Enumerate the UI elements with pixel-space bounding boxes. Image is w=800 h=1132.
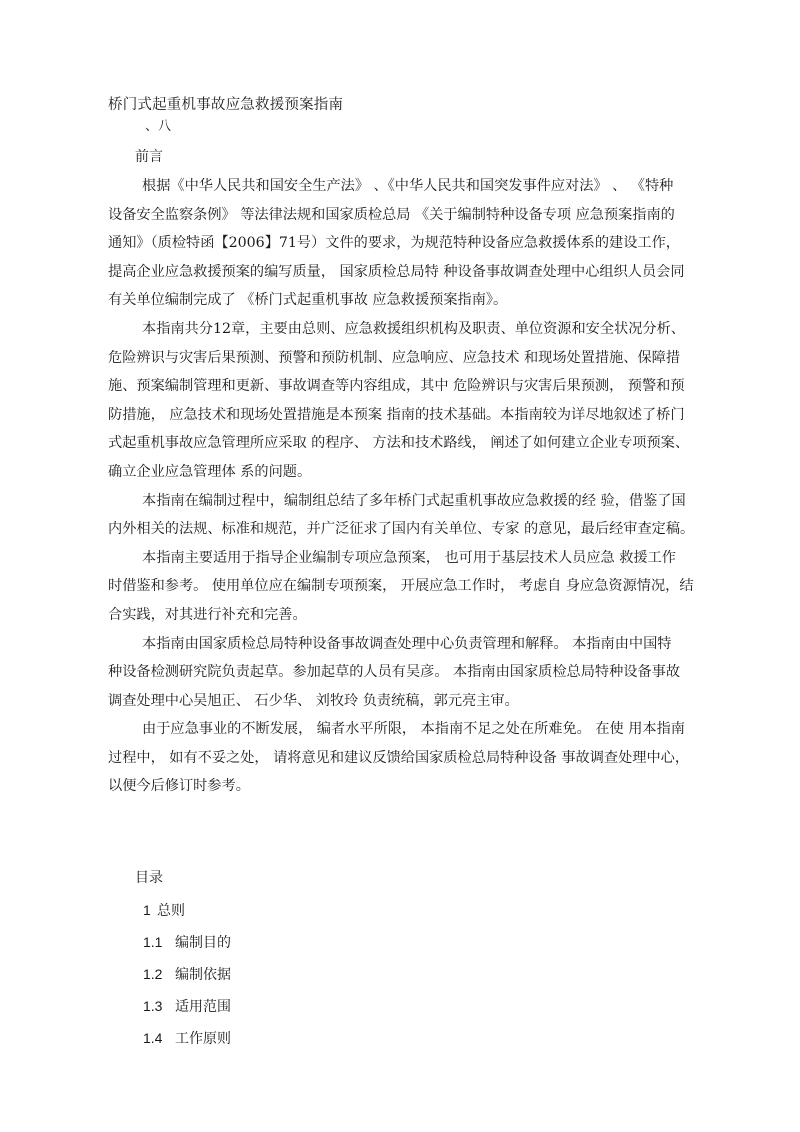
paragraph-line: 确立企业应急管理体 系的问题。 — [108, 463, 312, 480]
toc-entry[interactable] — [135, 1022, 231, 1054]
toc-entry[interactable] — [135, 958, 231, 990]
paragraph-line: 内外相关的法规、标准和规范，并广泛征求了国内有关单位、专家 的意见，最后经审查定稿。 — [108, 521, 695, 538]
toc-entry-number: 1.1 — [143, 934, 163, 950]
toc-entry-number: 1.3 — [143, 998, 163, 1014]
toc-entry[interactable] — [135, 894, 231, 926]
paragraph-line: 危险辨识与灾害后果预测、预警和预防机制、应急响应、应急技术 和现场处置措施、保障措 — [108, 349, 681, 366]
toc-entry[interactable] — [135, 990, 231, 1022]
paragraph-line: 本指南由国家质检总局特种设备事故调查处理中心负责管理和解释。 本指南由中国特 — [142, 635, 672, 652]
toc-entry[interactable] — [135, 926, 231, 958]
toc-entry-label: 编制目的 — [175, 935, 231, 951]
paragraph-line: 根据《中华人民共和国安全生产法》 、《中华人民共和国突发事件应对法》 、 《特种 — [142, 178, 674, 194]
paragraph — [108, 630, 728, 716]
toc-entry-label: 总则 — [157, 903, 185, 919]
paragraph-line: 时借鉴和参考。 使用单位应在编制专项预案， 开展应急工作时， 考虑自 身应急资源情况，结 — [108, 578, 694, 595]
table-of-contents — [135, 862, 231, 1054]
paragraph — [108, 544, 728, 630]
foreword-heading: 前言 — [135, 149, 163, 165]
paragraph-line: 由于应急事业的不断发展， 编者水平所限， 本指南不足之处在所难免。 在使 用本指南 — [142, 721, 685, 738]
toc-entry-number: 1 — [143, 902, 151, 918]
paragraph — [108, 487, 728, 544]
document-title: 桥门式起重机事故应急救援预案指南 — [108, 97, 344, 113]
toc-entry-label: 编制依据 — [175, 967, 231, 983]
toc-entry-label: 工作原则 — [175, 1031, 231, 1047]
paragraph-line: 本指南在编制过程中，编制组总结了多年桥门式起重机事故应急救援的经 验，借鉴了国 — [142, 492, 686, 509]
paragraph-line: 本指南主要适用于指导企业编制专项应急预案， 也可用于基层技术人员应急 救援工作 — [142, 549, 676, 566]
paragraph-line: 式起重机事故应急管理所应采取 的程序、 方法和技术路线， 阐述了如何建立企业专项预案、 — [108, 435, 690, 452]
toc-entry-number: 1.2 — [143, 966, 163, 982]
paragraph-line: 有关单位编制完成了 《桥门式起重机事故 应急救援预案指南》。 — [108, 292, 508, 309]
stray-characters: 、八 — [145, 119, 172, 134]
paragraph-line: 种设备检测研究院负责起草。参加起草的人员有吴彦。 本指南由国家质检总局特种设备事故 — [108, 664, 681, 681]
foreword-body — [108, 172, 728, 801]
paragraph-line: 通知》（质检特函【2006】71号）文件的要求，为规范特种设备应急救援体系的建设工作， — [108, 235, 680, 252]
paragraph-line: 提高企业应急救援预案的编写质量， 国家质检总局特 种设备事故调查处理中心组织人员会同 — [108, 263, 685, 280]
paragraph-line: 施、预案编制管理和更新、事故调查等内容组成，其中 危险辨识与灾害后果预测， 预警和预 — [108, 378, 685, 395]
paragraph-line: 以便今后修订时参考。 — [108, 778, 250, 795]
paragraph — [108, 315, 728, 487]
toc-entry-label: 适用范围 — [175, 999, 231, 1015]
paragraph-line: 调查处理中心吴旭正、 石少华、 刘牧玲 负责统稿，郭元亮主审。 — [108, 692, 519, 709]
paragraph — [108, 172, 728, 315]
paragraph — [108, 715, 728, 801]
paragraph-line: 本指南共分12章，主要由总则、应急救援组织机构及职责、单位资源和安全状况分析、 — [142, 320, 685, 337]
paragraph-line: 过程中， 如有不妥之处， 请将意见和建议反馈给国家质检总局特种设备 事故调查处理中心， — [108, 749, 690, 766]
toc-heading: 目录 — [135, 870, 163, 886]
paragraph-line: 防措施， 应急技术和现场处置措施是本预案 指南的技术基础。本指南较为详尽地叙述了桥门 — [108, 406, 685, 423]
toc-entry-number: 1.4 — [143, 1030, 163, 1046]
paragraph-line: 合实践，对其进行补充和完善。 — [108, 606, 307, 623]
paragraph-line: 设备安全监察条例》 等法律法规和国家质检总局 《关于编制特种设备专项 应急预案指南的 — [108, 206, 675, 223]
